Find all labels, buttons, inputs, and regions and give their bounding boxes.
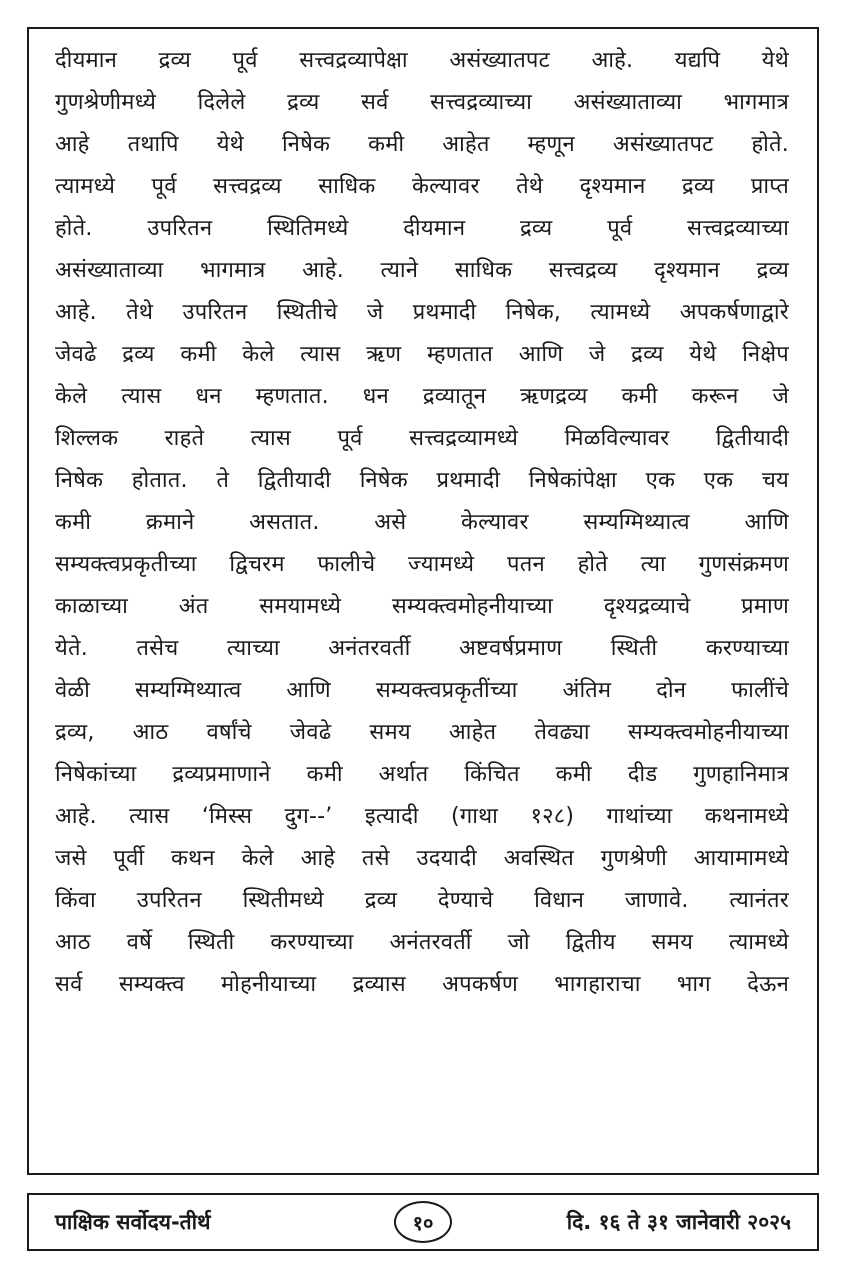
body-line: सम्यक्त्वप्रकृतीच्या द्विचरम फालीचे ज्यामध्ये पतन होते त्या गुणसंक्रमण [55,552,789,577]
body-line: शिल्लक राहते त्यास पूर्व सत्त्वद्रव्यामध्ये मिळविल्यावर द्वितीयादी [55,426,789,451]
body-line: काळाच्या अंत समयामध्ये सम्यक्त्वमोहनीयाच्या दृश्यद्रव्याचे प्रमाण [55,594,789,619]
body-line: दीयमान द्रव्य पूर्व सत्त्वद्रव्यापेक्षा असंख्यातपट आहे. यद्यपि येथे [55,48,789,73]
body-line: आहे तथापि येथे निषेक कमी आहेत म्हणून असंख्यातपट होते. [55,132,789,157]
page-footer [27,1193,819,1251]
body-line: त्यामध्ये पूर्व सत्त्वद्रव्य साधिक केल्यावर तेथे दृश्यमान द्रव्य प्राप्त [55,174,789,199]
body-line: सर्व सम्यक्त्व मोहनीयाच्या द्रव्यास अपकर्षण भागहाराचा भाग देऊन [55,972,789,997]
body-line: केले त्यास धन म्हणतात. धन द्रव्यातून ऋणद्रव्य कमी करून जे [55,384,789,409]
body-line: वेळी सम्यग्मिथ्यात्व आणि सम्यक्त्वप्रकृतींच्या अंतिम दोन फालींचे [55,678,789,703]
body-line: आहे. तेथे उपरितन स्थितीचे जे प्रथमादी निषेक, त्यामध्ये अपकर्षणाद्वारे [55,300,789,325]
body-text-box [27,27,819,1175]
page-number: १० [394,1201,452,1243]
publication-name: पाक्षिक सर्वोदय-तीर्थ [55,1210,211,1234]
body-line: निषेकांच्या द्रव्यप्रमाणाने कमी अर्थात किंचित कमी दीड गुणहानिमात्र [55,762,789,787]
body-line: द्रव्य, आठ वर्षांचे जेवढे समय आहेत तेवढ्या सम्यक्त्वमोहनीयाच्या [55,720,789,745]
body-line: कमी क्रमाने असतात. असे केल्यावर सम्यग्मिथ्यात्व आणि [55,510,789,535]
body-line: आठ वर्षे स्थिती करण्याच्या अनंतरवर्ती जो द्वितीय समय त्यामध्ये [55,930,789,955]
body-line: असंख्याताव्या भागमात्र आहे. त्याने साधिक सत्त्वद्रव्य दृश्यमान द्रव्य [55,258,789,283]
body-line: जेवढे द्रव्य कमी केले त्यास ऋण म्हणतात आणि जे द्रव्य येथे निक्षेप [55,342,789,367]
issue-date: दि. १६ ते ३१ जानेवारी २०२५ [566,1210,791,1234]
body-line: आहे. त्यास ‘मिस्स दुग--’ इत्यादी (गाथा १२८) गाथांच्या कथनामध्ये [55,804,789,829]
body-line: होते. उपरितन स्थितिमध्ये दीयमान द्रव्य पूर्व सत्त्वद्रव्याच्या [55,216,789,241]
body-line: निषेक होतात. ते द्वितीयादी निषेक प्रथमादी निषेकांपेक्षा एक एक चय [55,468,789,493]
body-line: गुणश्रेणीमध्ये दिलेले द्रव्य सर्व सत्त्वद्रव्याच्या असंख्याताव्या भागमात्र [55,90,789,115]
body-line: जसे पूर्वी कथन केले आहे तसे उदयादी अवस्थित गुणश्रेणी आयामामध्ये [55,846,789,871]
body-line: किंवा उपरितन स्थितीमध्ये द्रव्य देण्याचे विधान जाणावे. त्यानंतर [55,888,789,913]
body-line: येते. तसेच त्याच्या अनंतरवर्ती अष्टवर्षप्रमाण स्थिती करण्याच्या [55,636,789,661]
